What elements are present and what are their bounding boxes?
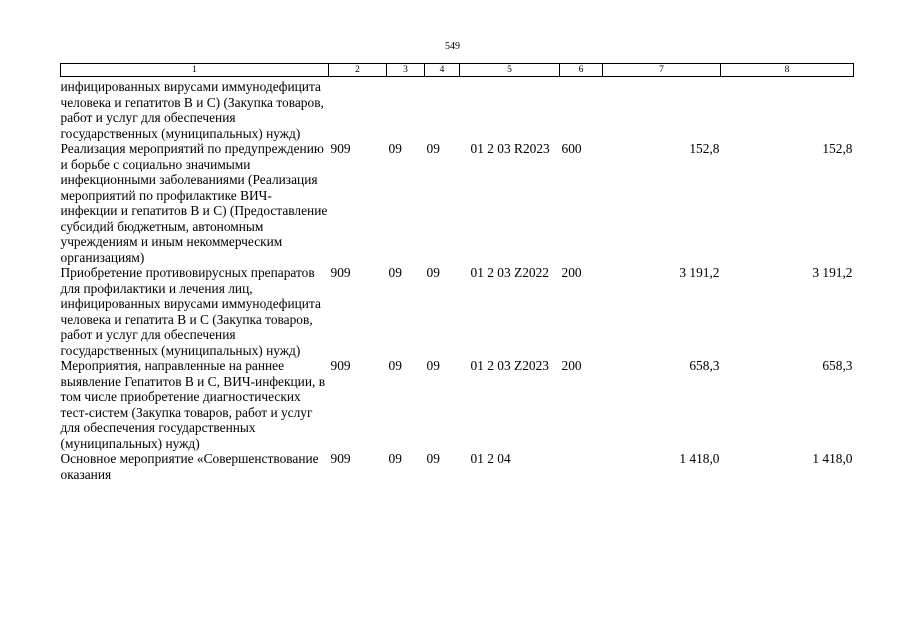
row-amount-1	[603, 77, 721, 142]
row-section: 09	[388, 451, 402, 466]
header-row	[61, 64, 854, 77]
header-col-5: 5	[460, 64, 560, 77]
header-col-1: 1	[61, 64, 329, 77]
row-name: инфицированных вирусами иммунодефицита человека и гепатитов В и С) (Закупка товаров, работ и услуг для обеспечения государственных (муниципальных) нужд)	[60, 79, 324, 141]
row-amount-2	[721, 77, 854, 142]
row-name: Реализация мероприятий по предупреждению и борьбе с социально значимыми инфекционными заболеваниями (Реализация мероприятий по профилактике ВИЧ-инфекции и гепатитов В и С) (Предоставление субсидий бюджетным, автономным учреждениям и иным некоммерческим организациям)	[60, 141, 328, 265]
row-ministry-code	[329, 77, 387, 142]
row-target-article	[460, 77, 560, 142]
row-expense-type	[560, 451, 603, 482]
row-ministry-code: 909	[330, 141, 351, 156]
table-header	[61, 64, 854, 77]
table-row	[61, 358, 854, 451]
row-ministry-code: 909	[330, 358, 351, 373]
row-name: Основное мероприятие «Совершенствование оказания	[60, 451, 319, 482]
row-section: 09	[388, 265, 402, 280]
table-body	[61, 77, 854, 483]
header-col-7: 7	[603, 64, 721, 77]
row-amount-2: 3 191,2	[812, 265, 853, 280]
row-subsection: 09	[426, 265, 440, 280]
row-target-article: 01 2 03 R2023	[470, 141, 550, 156]
row-amount-1: 658,3	[689, 358, 720, 373]
row-section: 09	[388, 141, 402, 156]
header-col-2: 2	[329, 64, 387, 77]
row-expense-type: 200	[561, 265, 582, 280]
header-col-4: 4	[425, 64, 460, 77]
row-subsection: 09	[426, 451, 440, 466]
row-target-article: 01 2 03 Z2022	[470, 265, 549, 280]
row-name: Мероприятия, направленные на раннее выявление Гепатитов В и С, ВИЧ-инфекции, в том числе приобретение диагностических тест-систем (Закупка товаров, работ и услуг для обеспечения государственных (муниципальных) нужд)	[60, 358, 326, 451]
row-amount-2: 658,3	[822, 358, 853, 373]
row-amount-2: 152,8	[822, 141, 853, 156]
header-col-8: 8	[721, 64, 854, 77]
row-expense-type: 600	[561, 141, 582, 156]
table-row	[61, 265, 854, 358]
row-target-article: 01 2 03 Z2023	[470, 358, 549, 373]
row-expense-type	[560, 77, 603, 142]
row-name: Приобретение противовирусных препаратов для профилактики и лечения лиц, инфицированных вирусами иммунодефицита человека и гепатита В и С (Закупка товаров, работ и услуг для обеспечения государственных (муниципальных) нужд)	[60, 265, 321, 358]
row-amount-1: 152,8	[689, 141, 720, 156]
row-subsection: 09	[426, 141, 440, 156]
table-row	[61, 451, 854, 482]
row-ministry-code: 909	[330, 451, 351, 466]
row-subsection	[425, 77, 460, 142]
budget-table	[60, 63, 854, 482]
row-amount-2: 1 418,0	[812, 451, 853, 466]
table-row	[61, 77, 854, 142]
row-section	[387, 77, 425, 142]
row-section: 09	[388, 358, 402, 373]
row-amount-1: 1 418,0	[679, 451, 720, 466]
page-number: 549	[445, 41, 460, 52]
header-col-6: 6	[560, 64, 603, 77]
row-ministry-code: 909	[330, 265, 351, 280]
row-target-article: 01 2 04	[470, 451, 511, 466]
row-subsection: 09	[426, 358, 440, 373]
row-expense-type: 200	[561, 358, 582, 373]
header-col-3: 3	[387, 64, 425, 77]
table-row	[61, 141, 854, 265]
row-amount-1: 3 191,2	[679, 265, 720, 280]
